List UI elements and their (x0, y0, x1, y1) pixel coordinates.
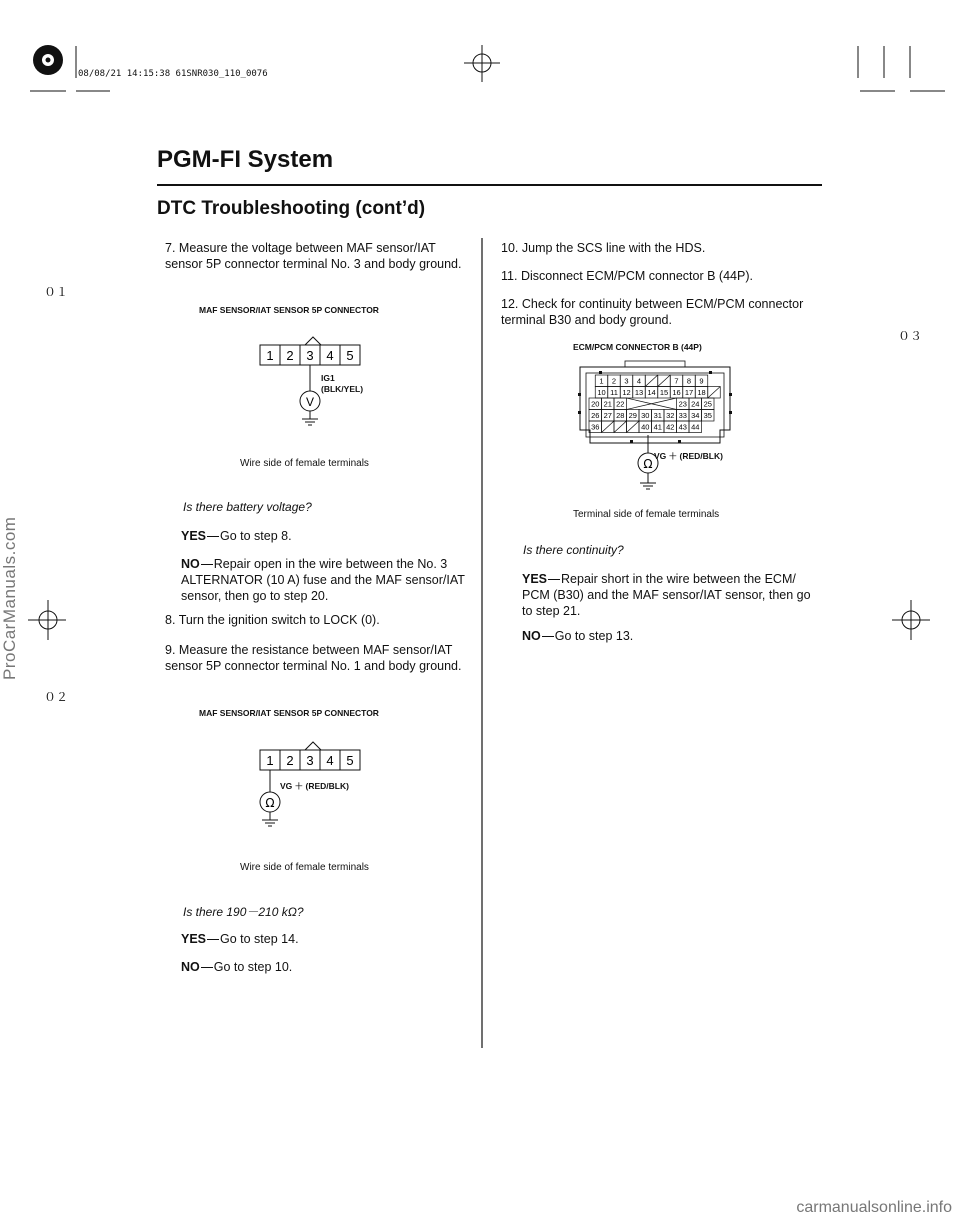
unused-pin-slash (627, 421, 640, 433)
pin-label: 16 (672, 388, 681, 397)
pin-label: 33 (678, 411, 687, 420)
unused-pin-slash (645, 375, 658, 387)
svg-text:Ω: Ω (643, 457, 653, 471)
pin-label: 1 (599, 376, 604, 386)
pin-label: 10 (597, 388, 606, 397)
pin-label: 36 (591, 422, 600, 432)
pin-label: 8 (686, 376, 692, 386)
watermark-procarmanuals: ProCarManuals.com (0, 516, 19, 680)
svg-text:Ω: Ω (265, 796, 275, 810)
ecm-connector-diagram (570, 355, 740, 500)
page-title: PGM-FI System (157, 146, 334, 173)
pin-label: 5 (346, 348, 354, 363)
question-1: Is there battery voltage? (183, 500, 312, 514)
pin-label: 5 (346, 753, 354, 768)
q3-yes-answer: YES Repair short in the wire between the ECM/ PCM (B30) and the MAF sensor/IAT sensor, then go to step 21. (522, 572, 811, 618)
diagram3-caption: Terminal side of female terminals (573, 509, 720, 520)
unused-pin-slash (614, 421, 627, 433)
margin-mark-01: ０１ (44, 285, 69, 299)
pin-label: 23 (678, 399, 687, 409)
pin-label: 7 (674, 376, 679, 386)
pin-label: 17 (684, 388, 694, 397)
pin-label: 44 (691, 422, 700, 432)
print-timestamp: 08/08/21 14:15:38 61SNR030_110_0076 (78, 69, 268, 79)
q2-no-answer: NO Go to step 10. (181, 960, 293, 974)
step-12: 12. Check for continuity between ECM/PCM connector terminal B30 and body ground. (501, 297, 804, 327)
margin-mark-03: ０３ (898, 329, 923, 343)
pin-label: 26 (591, 411, 600, 420)
step-11: 11. Disconnect ECM/PCM connector B (44P). (501, 269, 753, 283)
unused-pin-slash (602, 421, 615, 433)
pin-label: 43 (678, 422, 687, 432)
pin-label: 12 (622, 388, 631, 397)
pin-label: 2 (286, 753, 294, 768)
pin-label: 4 (326, 753, 334, 768)
wire-label-ig1: IG1 (BLK/YEL) (321, 373, 364, 394)
pin-label: 22 (616, 399, 625, 409)
pin-label: 2 (286, 348, 294, 363)
pin-label: 18 (697, 388, 706, 397)
pin-label: 35 (703, 411, 712, 420)
pin-label: 34 (691, 411, 700, 420)
pin-label: 1 (266, 753, 274, 768)
pin-label: 42 (666, 422, 675, 432)
pin-label: 20 (591, 399, 600, 409)
q1-yes-answer: YES Go to step 8. (181, 529, 292, 543)
pin-label: 9 (699, 376, 704, 386)
pin-label: 4 (326, 348, 334, 363)
step-8: 8. Turn the ignition switch to LOCK (0). (165, 613, 380, 627)
pin-label: 1 (266, 348, 274, 363)
pin-label: 13 (634, 388, 644, 397)
step-7: 7. Measure the voltage between MAF sensor/IAT sensor 5P connector terminal No. 3 and body ground. (165, 241, 462, 271)
pin-label: 3 (624, 376, 629, 386)
step-10: 10. Jump the SCS line with the HDS. (501, 241, 706, 255)
diagram2-title: MAF SENSOR/IAT SENSOR 5P CONNECTOR (199, 708, 379, 718)
step-9: 9. Measure the resistance between MAF sensor/IAT sensor 5P connector terminal No. 1 and body ground. (165, 643, 462, 673)
pin-label: 3 (306, 348, 314, 363)
pin-label: 27 (603, 411, 612, 420)
pin-label: 11 (610, 388, 618, 397)
pin-label: 3 (306, 753, 314, 768)
question-2: Is there 190－210 kΩ? (183, 905, 304, 919)
pin-label: 25 (703, 399, 712, 409)
question-3: Is there continuity? (523, 543, 624, 557)
pin-label: 2 (611, 376, 617, 386)
pin-label: 21 (603, 399, 612, 409)
q1-no-answer: NO Repair open in the wire between the No. 3 ALTERNATOR (10 A) fuse and the MAF sensor/IAT sensor, then go to step 20. (181, 557, 465, 603)
section-subtitle: DTC Troubleshooting (cont’d) (157, 198, 426, 219)
svg-text:V: V (305, 395, 315, 409)
wire-label-vg-2: VG ＋ (RED/BLK) (654, 451, 723, 461)
pin-label: 4 (636, 376, 642, 386)
unused-pin-slash (658, 375, 671, 387)
watermark-carmanualsonline: carmanualsonline.info (796, 1199, 952, 1216)
unused-pin-slash (708, 387, 721, 399)
pin-label: 32 (666, 411, 675, 420)
diagram3-title: ECM/PCM CONNECTOR B (44P) (573, 342, 702, 352)
wire-label-vg-1: VG ＋ (RED/BLK) (280, 781, 349, 791)
pin-label: 24 (691, 399, 700, 409)
diagram1-title: MAF SENSOR/IAT SENSOR 5P CONNECTOR (199, 305, 379, 315)
pin-label: 14 (647, 388, 656, 397)
pin-label: 31 (653, 411, 662, 420)
pin-label: 28 (616, 411, 625, 420)
pin-label: 40 (641, 422, 650, 432)
pin-label: 29 (628, 411, 637, 420)
pin-label: 30 (641, 411, 650, 420)
q3-no-answer: NO Go to step 13. (522, 629, 634, 643)
margin-mark-02: ０２ (44, 690, 69, 704)
diagram2-caption: Wire side of female terminals (240, 862, 369, 873)
pin-label: 15 (659, 388, 669, 397)
pin-label: 41 (653, 422, 662, 432)
q2-yes-answer: YES Go to step 14. (181, 932, 299, 946)
diagram1-caption: Wire side of female terminals (240, 458, 369, 469)
